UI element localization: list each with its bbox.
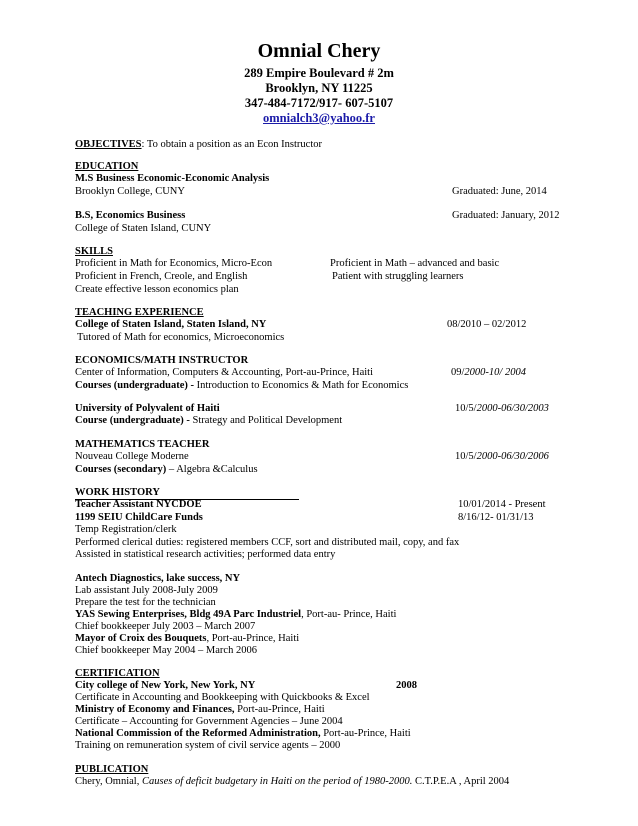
publication-source: C.T.P.E.A , April 2004 [412,776,510,787]
objectives-heading: OBJECTIVES [75,139,142,150]
cert-ministry-line: Certificate – Accounting for Government Agencies – June 2004 [75,716,343,727]
work-line-3: Assisted in statistical research activities; performed data entry [75,549,336,560]
work-job1-date: 10/01/2014 - Present [458,499,546,510]
education-date-1: Graduated: June, 2014 [452,186,547,197]
skill-right-2: Patient with struggling learners [332,271,464,282]
skill-left-3: Create effective lesson economics plan [75,284,239,295]
work-heading-text: WORK HISTORY [75,486,299,500]
publication-heading: PUBLICATION [75,764,149,775]
cert-commission-location: Port-au-Prince, Haiti [320,728,411,739]
skills-heading: SKILLS [75,246,113,257]
address-line-1: 289 Empire Boulevard # 2m [244,66,394,80]
education-school-1: Brooklyn College, CUNY [75,186,185,197]
cert-city-title: City college of New York, New York, NY [75,680,256,691]
education-degree-1: M.S Business Economic-Economic Analysis [75,173,270,184]
education-date-2: Graduated: January, 2012 [452,210,560,221]
teaching-heading: TEACHING EXPERIENCE [75,307,204,318]
teaching-job2-org: Center of Information, Computers & Accounting, Port-au-Prince, Haiti [75,367,374,378]
teaching-job4-course-label: Courses (secondary) [75,464,167,475]
work-job2-title: 1199 SEIU ChildCare Funds [75,512,203,523]
certification-heading: CERTIFICATION [75,668,160,679]
teaching-job1-date: 08/2010 – 02/2012 [447,319,527,330]
candidate-name: Omnial Chery [257,40,381,62]
cert-ministry-location: Port-au-Prince, Haiti [234,704,325,715]
teaching-job3-course-label: Course (undergraduate) - [75,415,190,426]
education-school-2: College of Staten Island, CUNY [75,223,212,234]
email-link[interactable]: omnialch3@yahoo.fr [263,111,375,125]
education-degree-2: B.S, Economics Business [75,210,186,221]
skill-left-1: Proficient in Math for Economics, Micro-Econ [75,258,273,269]
cert-commission-name: National Commission of the Reformed Administration, [75,728,321,739]
cert-city-line: Certificate in Accounting and Bookkeeping with Quickbooks & Excel [75,692,370,703]
teaching-job1-desc: Tutored of Math for economics, Microeconomics [77,332,285,343]
teaching-job4-course [75,463,258,476]
work-mayor-line: Chief bookkeeper May 2004 – March 2006 [75,645,257,656]
work-line-2: Performed clerical duties: registered members CCF, sort and distributed mail, copy, and fax [75,537,460,548]
work-antech-line-1: Lab assistant July 2008-July 2009 [75,585,218,596]
work-mayor-location: , Port-au-Prince, Haiti [206,633,300,644]
skill-right-1: Proficient in Math – advanced and basic [330,258,500,269]
teaching-job2-date [451,366,526,379]
teaching-job3-course-text: Strategy and Political Development [189,415,343,426]
teaching-job4-date-start: 10/5/ [455,451,477,462]
teaching-job3-course [75,414,342,427]
teaching-job2-date-range: 2000-10/ 2004 [464,367,526,378]
teaching-job3-date-start: 10/5/ [455,403,477,414]
work-line-1: Temp Registration/clerk [75,524,177,535]
phone-numbers: 347-484-7172/917- 607-5107 [244,96,394,110]
cert-city-year: 2008 [396,680,417,691]
work-antech-title: Antech Diagnostics, lake success, NY [75,573,241,584]
work-job1-title: Teacher Assistant NYCDOE [75,499,202,510]
work-yas-location: , Port-au- Prince, Haiti [301,609,397,620]
teaching-job2-course-label: Courses (undergraduate) - [75,380,194,391]
cert-commission-line: Training on remuneration system of civil service agents – 2000 [75,740,341,751]
cert-ministry-name: Ministry of Economy and Finances, [75,704,235,715]
teaching-job2-date-month: 09/ [451,367,465,378]
teaching-job4-org: Nouveau College Moderne [75,451,189,462]
work-mayor-name: Mayor of Croix des Bouquets [75,633,207,644]
teaching-job2-course-text: Introduction to Economics & Math for Economics [194,380,409,391]
teaching-job4-date-range: 2000-06/30/2006 [476,451,549,462]
teaching-job3-date [455,402,549,415]
teaching-job2-course [75,379,408,392]
publication-author: Chery, Omnial, [75,776,142,787]
address-line-2: Brooklyn, NY 11225 [265,81,373,95]
work-job2-date: 8/16/12- 01/31/13 [458,512,534,523]
work-yas-name: YAS Sewing Enterprises, Bldg 49A Parc Industriel [75,609,302,620]
teaching-job4-course-text: – Algebra &Calculus [166,464,258,475]
work-antech-line-2: Prepare the test for the technician [75,597,216,608]
teaching-job3-title: University of Polyvalent of Haiti [75,403,220,414]
publication-title: Causes of deficit budgetary in Haiti on the period of 1980-2000. [141,776,413,787]
objectives-line [75,138,322,151]
teaching-job1-title: College of Staten Island, Staten Island, NY [75,319,267,330]
work-yas-line: Chief bookkeeper July 2003 – March 2007 [75,621,256,632]
skill-left-2: Proficient in French, Creole, and English [75,271,248,282]
teaching-job4-title: MATHEMATICS TEACHER [75,439,210,450]
teaching-job4-date [455,450,549,463]
education-heading: EDUCATION [75,161,139,172]
teaching-job2-title: ECONOMICS/MATH INSTRUCTOR [75,355,249,366]
objectives-text: : To obtain a position as an Econ Instructor [141,139,322,150]
publication-line [75,775,509,788]
teaching-job3-date-range: 2000-06/30/2003 [476,403,549,414]
